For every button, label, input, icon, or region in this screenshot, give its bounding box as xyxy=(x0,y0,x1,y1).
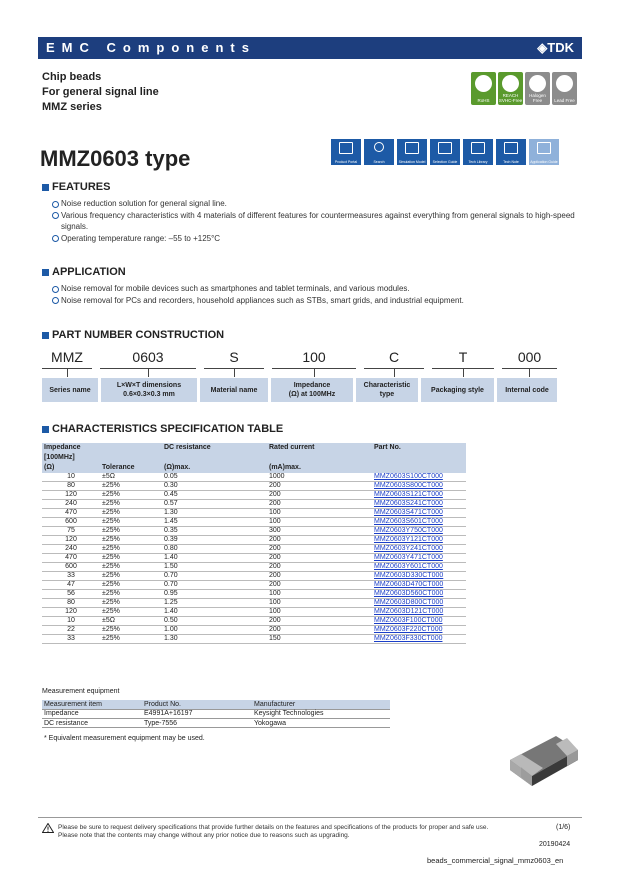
table-cell: 33 xyxy=(42,635,100,644)
part-number-link[interactable]: MMZ0603D560CT000 xyxy=(372,590,466,599)
table-row xyxy=(42,599,466,608)
table-row xyxy=(42,491,466,500)
table-cell: 100 xyxy=(267,509,372,518)
tdk-logo-icon: ◈ xyxy=(537,40,548,55)
table-cell: 200 xyxy=(267,626,372,635)
pn-code: T xyxy=(432,349,494,369)
measurement-note: * Equivalent measurement equipment may be used. xyxy=(44,735,205,742)
header-title: EMC Components xyxy=(46,40,256,55)
table-cell: 120 xyxy=(42,536,100,545)
chip-bead-image xyxy=(506,730,582,788)
table-row xyxy=(42,608,466,617)
table-cell: 600 xyxy=(42,518,100,527)
part-number-link[interactable]: MMZ0603D121CT000 xyxy=(372,608,466,617)
leaf-icon xyxy=(475,75,492,92)
table-row xyxy=(42,590,466,599)
section-marker-icon xyxy=(42,269,49,276)
subtitle-line: Chip beads xyxy=(42,71,102,83)
table-cell: ±25% xyxy=(100,635,162,644)
library-icon xyxy=(471,142,485,154)
table-cell: 80 xyxy=(42,482,100,491)
rohs-badge: RoHS xyxy=(471,72,496,105)
table-cell: 240 xyxy=(42,500,100,509)
features-list xyxy=(52,198,582,244)
table-row xyxy=(42,545,466,554)
table-cell: 100 xyxy=(267,599,372,608)
tool-links xyxy=(331,139,559,165)
lead-free-badge: Lead Free xyxy=(552,72,577,105)
table-cell: 200 xyxy=(267,581,372,590)
pn-label: L×W×T dimensions 0.6×0.3×0.3 mm xyxy=(101,378,197,402)
table-cell: 0.30 xyxy=(162,482,267,491)
table-cell: ±5Ω xyxy=(100,473,162,482)
table-cell: 240 xyxy=(42,545,100,554)
pn-label: Material name xyxy=(200,378,268,402)
table-cell: 1.30 xyxy=(162,509,267,518)
part-number-link[interactable]: MMZ0603D470CT000 xyxy=(372,581,466,590)
reach-badge: REACH SVHC-Free xyxy=(498,72,523,105)
footer-disclaimer: Please be sure to request delivery specifications that provide further details on the features and specifications of the products for proper and safe use. Please note that the contents may change without any prior notice due to reasons such as upgrading. xyxy=(58,824,489,839)
list-item: Noise reduction solution for general signal line. xyxy=(52,198,582,210)
table-cell: 200 xyxy=(267,563,372,572)
page-title: MMZ0603 type xyxy=(40,146,191,171)
section-marker-icon xyxy=(42,184,49,191)
halogen-free-icon xyxy=(529,75,546,92)
part-number-link[interactable]: MMZ0603S601CT000 xyxy=(372,518,466,527)
table-cell: 470 xyxy=(42,509,100,518)
table-row: DC resistance Type-7556 Yokogawa xyxy=(42,719,390,728)
application-guide-link[interactable]: Application Guide xyxy=(529,139,559,165)
table-cell: 1.25 xyxy=(162,599,267,608)
table-cell: ±25% xyxy=(100,554,162,563)
tdk-logo: ◈TDK xyxy=(537,40,574,55)
product-portal-icon xyxy=(339,142,353,154)
table-row xyxy=(42,473,466,482)
page-number: (1/6) xyxy=(556,824,571,831)
list-item: Noise removal for PCs and recorders, household appliances such as STBs, smart grids, and industrial equipment. xyxy=(52,295,582,307)
footer-divider xyxy=(38,817,582,818)
table-row xyxy=(42,509,466,518)
measurement-table: Measurement item Product No. Manufacturer Impedance E4991A+16197 Keysight Technologies DC resistance Type-7556 Yokogawa xyxy=(42,700,390,728)
part-number-link[interactable]: MMZ0603Y241CT000 xyxy=(372,545,466,554)
table-cell: 0.80 xyxy=(162,545,267,554)
table-cell: 1.45 xyxy=(162,518,267,527)
table-cell: 10 xyxy=(42,617,100,626)
table-cell: 75 xyxy=(42,527,100,536)
table-cell: 1.30 xyxy=(162,635,267,644)
simulation-icon xyxy=(405,142,419,154)
table-cell: ±25% xyxy=(100,536,162,545)
table-cell: ±25% xyxy=(100,491,162,500)
compliance-badges xyxy=(471,72,577,105)
table-cell: 200 xyxy=(267,617,372,626)
pn-label: Packaging style xyxy=(421,378,494,402)
table-row xyxy=(42,563,466,572)
table-cell: 1.50 xyxy=(162,563,267,572)
application-list xyxy=(52,283,582,306)
lead-free-icon xyxy=(556,75,573,92)
pn-label: Series name xyxy=(42,378,98,402)
application-heading: APPLICATION xyxy=(42,266,126,278)
table-cell: 300 xyxy=(267,527,372,536)
part-number-link[interactable]: MMZ0603D330CT000 xyxy=(372,572,466,581)
part-number-codes xyxy=(42,349,557,371)
part-number-link[interactable]: MMZ0603S121CT000 xyxy=(372,491,466,500)
part-number-link[interactable]: MMZ0603F100CT000 xyxy=(372,617,466,626)
table-cell: 33 xyxy=(42,572,100,581)
table-cell: 600 xyxy=(42,563,100,572)
table-cell: 47 xyxy=(42,581,100,590)
part-number-link[interactable]: MMZ0603S100CT000 xyxy=(372,473,466,482)
table-cell: 200 xyxy=(267,554,372,563)
table-cell: 120 xyxy=(42,491,100,500)
part-number-link[interactable]: MMZ0603S241CT000 xyxy=(372,500,466,509)
table-cell: 0.45 xyxy=(162,491,267,500)
list-item: Operating temperature range: –55 to +125°C xyxy=(52,233,582,245)
subtitle-line: MMZ series xyxy=(42,101,102,113)
table-cell: 470 xyxy=(42,554,100,563)
table-cell: 1.00 xyxy=(162,626,267,635)
table-cell: 200 xyxy=(267,482,372,491)
table-cell: 200 xyxy=(267,500,372,509)
warning-icon xyxy=(42,823,54,833)
part-number-link[interactable]: MMZ0603S800CT000 xyxy=(372,482,466,491)
subtitle xyxy=(42,70,159,115)
pn-code: 100 xyxy=(272,349,356,369)
features-heading: FEATURES xyxy=(42,181,110,193)
pn-construction-heading: PART NUMBER CONSTRUCTION xyxy=(42,329,224,341)
table-cell: ±25% xyxy=(100,563,162,572)
simulation-model-link[interactable]: Simulation Model xyxy=(397,139,427,165)
table-cell: 0.50 xyxy=(162,617,267,626)
part-number-link[interactable]: MMZ0603D800CT000 xyxy=(372,599,466,608)
pn-code: 000 xyxy=(502,349,557,369)
table-cell: 0.35 xyxy=(162,527,267,536)
list-item: Noise removal for mobile devices such as smartphones and tablet terminals, and various modules. xyxy=(52,283,582,295)
tech-library-link[interactable]: Tech Library xyxy=(463,139,493,165)
table-cell: 56 xyxy=(42,590,100,599)
part-number-link[interactable]: MMZ0603Y601CT000 xyxy=(372,563,466,572)
table-cell: 1.40 xyxy=(162,608,267,617)
subtitle-line: For general signal line xyxy=(42,86,159,98)
section-marker-icon xyxy=(42,426,49,433)
table-cell: ±25% xyxy=(100,581,162,590)
table-cell: 120 xyxy=(42,608,100,617)
table-cell: 100 xyxy=(267,518,372,527)
table-cell: ±25% xyxy=(100,572,162,581)
table-row xyxy=(42,527,466,536)
table-row xyxy=(42,500,466,509)
part-number-link[interactable]: MMZ0603F220CT000 xyxy=(372,626,466,635)
table-cell: ±25% xyxy=(100,500,162,509)
doc-date: 20190424 xyxy=(539,841,571,848)
part-number-link[interactable]: MMZ0603F330CT000 xyxy=(372,635,466,644)
spec-table: Impedance DC resistance Rated current Part No. [100MHz] (Ω) Tolerance (Ω)max. (mA)max. 10 ±5Ω 0.05 1000 MMZ0603S100CT000 80 ±25% 0.30 200 MMZ0603S800CT000 120 ±25% 0.45 200 MMZ0603S121CT000 240 ±25% 0.57 200 MMZ0603S241CT000 470 ±25% 1.30 100 MMZ0603S471CT000 600 ±25% 1.45 100 MMZ0603S601CT000 75 ±25% 0.35 300 MMZ0603Y750CT000 120 ±25% 0.39 200 MMZ0603Y121CT000 240 ±25% 0.80 200 MMZ0603Y241CT000 470 ±25% 1.40 200 MMZ0603Y471CT000 600 ±25% 1.50 200 MMZ0603Y601CT000 33 ±25% 0.70 200 MMZ0603D330CT000 47 ±25% 0.70 200 MMZ0603D470CT000 56 ±25% 0.95 100 MMZ0603D560CT000 80 ±25% 1.25 100 MMZ0603D800CT000 120 ±25% 1.40 100 MMZ0603D121CT000 10 ±5Ω 0.50 200 MMZ0603F100CT000 22 ±25% 1.00 200 MMZ0603F220CT000 33 ±25% 1.30 150 MMZ0603F330CT000 xyxy=(42,443,466,644)
pn-code: C xyxy=(364,349,424,369)
pn-code: MMZ xyxy=(42,349,92,369)
part-number-link[interactable]: MMZ0603S471CT000 xyxy=(372,509,466,518)
table-cell: 22 xyxy=(42,626,100,635)
table-cell: 0.39 xyxy=(162,536,267,545)
table-cell: ±25% xyxy=(100,518,162,527)
table-cell: 100 xyxy=(267,590,372,599)
table-cell: ±25% xyxy=(100,482,162,491)
book-icon xyxy=(504,142,518,154)
table-cell: ±25% xyxy=(100,626,162,635)
application-guide-icon xyxy=(537,142,551,154)
table-row xyxy=(42,518,466,527)
spec-heading: CHARACTERISTICS SPECIFICATION TABLE xyxy=(42,423,283,435)
table-cell: ±25% xyxy=(100,590,162,599)
selection-guide-link[interactable]: Selection Guide xyxy=(430,139,460,165)
table-cell: 0.05 xyxy=(162,473,267,482)
pn-code: 0603 xyxy=(100,349,196,369)
table-cell: 150 xyxy=(267,635,372,644)
table-row xyxy=(42,572,466,581)
table-cell: ±25% xyxy=(100,545,162,554)
pn-label: Characteristic type xyxy=(356,378,418,402)
table-row: Impedance E4991A+16197 Keysight Technologies xyxy=(42,709,390,718)
table-cell: 0.70 xyxy=(162,581,267,590)
table-row xyxy=(42,626,466,635)
measurement-title: Measurement equipment xyxy=(42,688,120,695)
table-cell: 0.70 xyxy=(162,572,267,581)
table-cell: 200 xyxy=(267,536,372,545)
table-cell: 200 xyxy=(267,491,372,500)
table-cell: ±25% xyxy=(100,527,162,536)
pn-label: Internal code xyxy=(497,378,557,402)
table-row xyxy=(42,617,466,626)
table-cell: 10 xyxy=(42,473,100,482)
table-cell: ±25% xyxy=(100,509,162,518)
table-row xyxy=(42,536,466,545)
search-icon xyxy=(374,142,384,152)
list-item: Various frequency characteristics with 4 materials of different features for countermeasures against everything from general signals to high-speed signals. xyxy=(52,210,582,233)
table-cell: ±5Ω xyxy=(100,617,162,626)
part-number-link[interactable]: MMZ0603Y121CT000 xyxy=(372,536,466,545)
pn-label: Impedance (Ω) at 100MHz xyxy=(271,378,353,402)
section-marker-icon xyxy=(42,332,49,339)
table-cell: 1.40 xyxy=(162,554,267,563)
doc-name: beads_commercial_signal_mmz0603_en xyxy=(427,856,564,865)
table-cell: 0.95 xyxy=(162,590,267,599)
table-row xyxy=(42,554,466,563)
table-cell: 100 xyxy=(267,608,372,617)
table-cell: 200 xyxy=(267,545,372,554)
table-row xyxy=(42,482,466,491)
leaf-icon xyxy=(502,75,519,92)
table-row xyxy=(42,635,466,644)
table-cell: ±25% xyxy=(100,599,162,608)
header-bar xyxy=(38,37,582,59)
table-cell: 0.57 xyxy=(162,500,267,509)
table-cell: 1000 xyxy=(267,473,372,482)
search-link[interactable]: Search xyxy=(364,139,394,165)
table-cell: 80 xyxy=(42,599,100,608)
table-row xyxy=(42,581,466,590)
part-number-link[interactable]: MMZ0603Y750CT000 xyxy=(372,527,466,536)
pn-code: S xyxy=(204,349,264,369)
product-portal-link[interactable]: Product Portal xyxy=(331,139,361,165)
part-number-link[interactable]: MMZ0603Y471CT000 xyxy=(372,554,466,563)
selection-guide-icon xyxy=(438,142,452,154)
halogen-free-badge: Halogen Free xyxy=(525,72,550,105)
table-cell: 200 xyxy=(267,572,372,581)
tech-note-link[interactable]: Tech Note xyxy=(496,139,526,165)
table-cell: ±25% xyxy=(100,608,162,617)
